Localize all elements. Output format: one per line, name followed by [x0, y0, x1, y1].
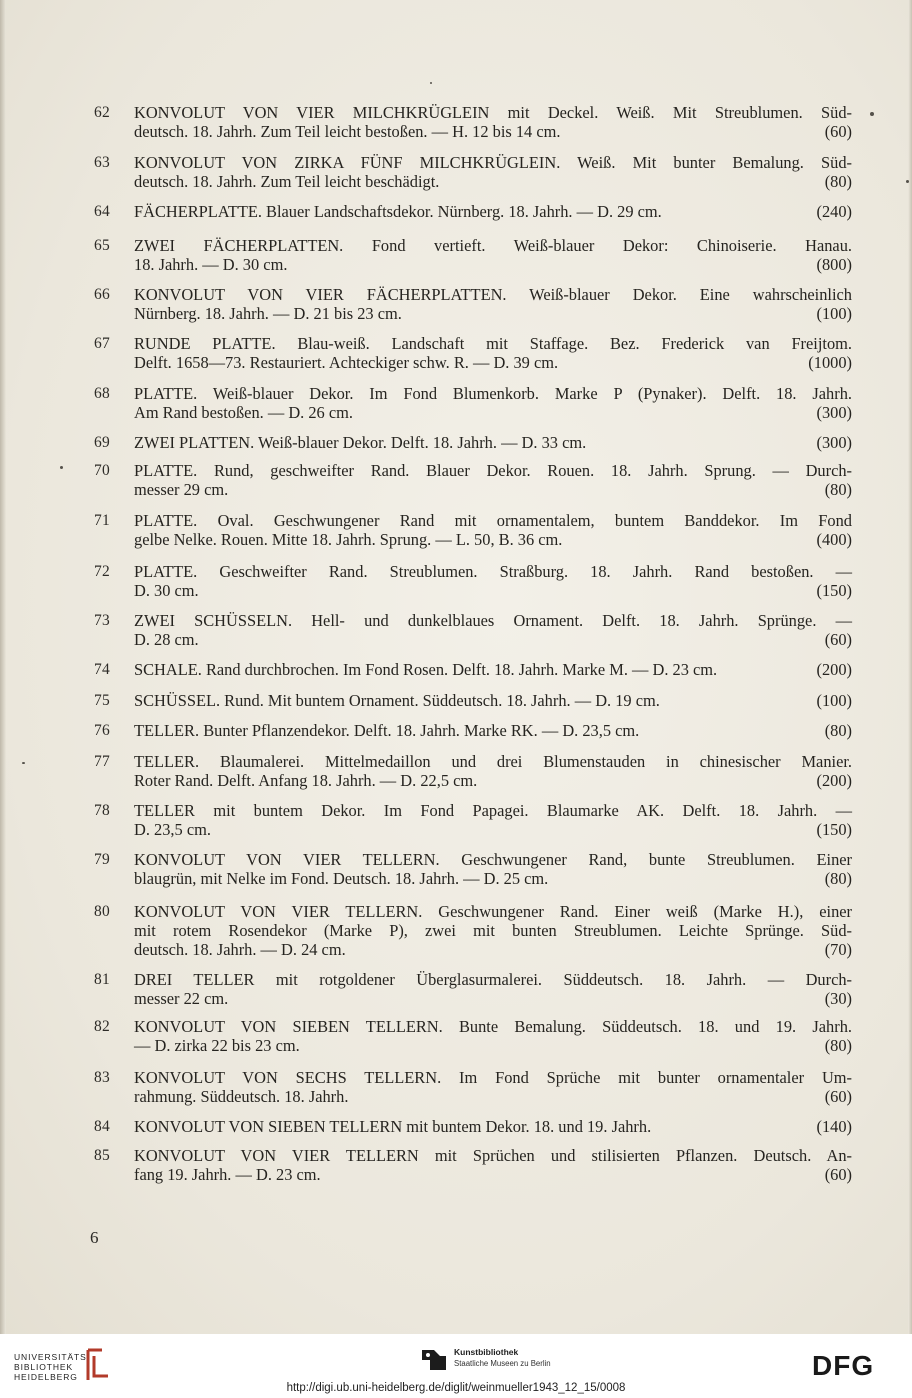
- description-line: KONVOLUT VON SIEBEN TELLERN. Bunte Bemalung. Süddeutsch. 18. und 19. Jahrh.: [134, 1017, 852, 1036]
- lot-estimate: (60): [824, 1087, 852, 1107]
- description-last-line: [134, 989, 852, 1008]
- description-line: PLATTE. Oval. Geschwungener Rand mit ornamentalem, buntem Banddekor. Im Fond: [134, 511, 852, 530]
- description-line: D. 23,5 cm.: [134, 820, 211, 840]
- description-line: 18. Jahrh. — D. 30 cm.: [134, 255, 288, 275]
- description-line: TELLER mit buntem Dekor. Im Fond Papagei. Blaumarke AK. Delft. 18. Jahrh. —: [134, 801, 852, 820]
- lot-number: 78: [94, 802, 111, 819]
- lot-number: 83: [94, 1069, 111, 1086]
- lot-estimate: (400): [816, 530, 852, 550]
- page-number: 6: [90, 1228, 99, 1247]
- lot-description: [134, 433, 852, 452]
- description-line: deutsch. 18. Jahrh. — D. 24 cm.: [134, 940, 346, 960]
- description-last-line: [134, 1117, 852, 1136]
- lot-description: [134, 1068, 852, 1106]
- ub-line: HEIDELBERG: [14, 1372, 78, 1382]
- lot-estimate: (80): [824, 172, 852, 192]
- description-last-line: [134, 433, 852, 452]
- lot-description: [134, 103, 852, 141]
- description-line: KONVOLUT VON VIER TELLERN mit Sprüchen und stilisierten Pflanzen. Deutsch. An-: [134, 1146, 852, 1165]
- description-line: D. 30 cm.: [134, 581, 199, 601]
- lot-description: [134, 1146, 852, 1184]
- lot-description: [134, 384, 852, 422]
- lot-number: 85: [94, 1147, 111, 1164]
- description-line: RUNDE PLATTE. Blau-weiß. Landschaft mit Staffage. Bez. Frederick van Freijtom.: [134, 334, 852, 353]
- lot-estimate: (100): [816, 691, 852, 710]
- lot-estimate: (140): [816, 1117, 852, 1136]
- description-line: D. 28 cm.: [134, 630, 199, 650]
- dust-speck: [60, 466, 63, 469]
- lot-estimate: (1000): [808, 353, 852, 373]
- lot-estimate: (200): [816, 660, 852, 679]
- page-edge-right: [908, 0, 912, 1334]
- description-line: rahmung. Süddeutsch. 18. Jahrh.: [134, 1087, 349, 1107]
- description-line: deutsch. 18. Jahrh. Zum Teil leicht bestoßen. — H. 12 bis 14 cm.: [134, 122, 561, 142]
- lot-estimate: (150): [816, 581, 852, 601]
- description-line: SCHALE. Rand durchbrochen. Im Fond Rosen. Delft. 18. Jahrh. Marke M. — D. 23 cm.: [134, 660, 718, 679]
- lot-description: [134, 202, 852, 221]
- description-last-line: [134, 480, 852, 499]
- lot-number: 71: [94, 512, 111, 529]
- ub-line: UNIVERSITÄTS-: [14, 1352, 91, 1362]
- kunstbibliothek-logo-icon: [420, 1346, 448, 1372]
- lot-description: [134, 1117, 852, 1136]
- lot-number: 68: [94, 385, 111, 402]
- description-last-line: [134, 1036, 852, 1055]
- lot-number: 67: [94, 335, 111, 352]
- description-last-line: [134, 255, 852, 274]
- description-line: deutsch. 18. Jahrh. Zum Teil leicht beschädigt.: [134, 172, 440, 192]
- dfg-logo: DFG: [812, 1350, 875, 1381]
- description-line: SCHÜSSEL. Rund. Mit buntem Ornament. Süddeutsch. 18. Jahrh. — D. 19 cm.: [134, 691, 660, 710]
- description-last-line: [134, 940, 852, 959]
- description-line: KONVOLUT VON VIER TELLERN. Geschwungener Rand. Einer weiß (Marke H.), einer: [134, 902, 852, 921]
- lot-description: [134, 153, 852, 191]
- description-line: KONVOLUT VON ZIRKA FÜNF MILCHKRÜGLEIN. Weiß. Mit bunter Bemalung. Süd-: [134, 153, 852, 172]
- description-line: Nürnberg. 18. Jahrh. — D. 21 bis 23 cm.: [134, 304, 402, 324]
- lot-description: [134, 721, 852, 740]
- lot-number: 69: [94, 434, 111, 451]
- lot-estimate: (100): [816, 304, 852, 324]
- lot-description: [134, 801, 852, 839]
- lot-estimate: (200): [816, 771, 852, 791]
- description-last-line: [134, 869, 852, 888]
- description-line: ZWEI PLATTEN. Weiß-blauer Dekor. Delft. 18. Jahrh. — D. 33 cm.: [134, 433, 587, 452]
- lot-description: [134, 236, 852, 274]
- description-line: messer 22 cm.: [134, 989, 229, 1009]
- lot-description: [134, 752, 852, 790]
- description-line: Delft. 1658—73. Restauriert. Achteckiger schw. R. — D. 39 cm.: [134, 353, 559, 373]
- description-last-line: [134, 202, 852, 221]
- page-edge-left: [0, 0, 6, 1334]
- lot-number: 65: [94, 237, 111, 254]
- description-last-line: [134, 660, 852, 679]
- description-line: — D. zirka 22 bis 23 cm.: [134, 1036, 300, 1056]
- lot-number: 80: [94, 903, 111, 920]
- description-line: ZWEI SCHÜSSELN. Hell- und dunkelblaues Ornament. Delft. 18. Jahrh. Sprünge. —: [134, 611, 852, 630]
- description-line: mit rotem Rosendekor (Marke P), zwei mit bunten Streublumen. Leichte Sprünge. Süd-: [134, 921, 852, 941]
- lot-number: 79: [94, 851, 111, 868]
- lot-number: 62: [94, 104, 111, 121]
- description-line: KONVOLUT VON VIER MILCHKRÜGLEIN mit Deckel. Weiß. Mit Streublumen. Süd-: [134, 103, 852, 122]
- description-last-line: [134, 771, 852, 790]
- lot-number: 82: [94, 1018, 111, 1035]
- lot-description: [134, 850, 852, 888]
- description-last-line: [134, 630, 852, 649]
- description-last-line: [134, 172, 852, 191]
- lot-estimate: (60): [824, 1165, 852, 1185]
- lot-number: 84: [94, 1118, 111, 1135]
- description-line: messer 29 cm.: [134, 480, 229, 500]
- description-line: PLATTE. Geschweifter Rand. Streublumen. Straßburg. 18. Jahrh. Rand bestoßen. —: [134, 562, 852, 581]
- lot-description: [134, 1017, 852, 1055]
- lot-estimate: (70): [824, 940, 852, 960]
- description-line: KONVOLUT VON VIER TELLERN. Geschwungener Rand, bunte Streublumen. Einer: [134, 850, 852, 869]
- source-url[interactable]: http://digi.ub.uni-heidelberg.de/diglit/weinmueller1943_12_15/0008: [286, 1382, 626, 1394]
- description-last-line: [134, 581, 852, 600]
- lot-number: 73: [94, 612, 111, 629]
- lot-estimate: (300): [816, 403, 852, 423]
- description-line: DREI TELLER mit rotgoldener Überglasurmalerei. Süddeutsch. 18. Jahrh. — Durch-: [134, 970, 852, 989]
- lot-estimate: (60): [824, 630, 852, 650]
- lot-number: 77: [94, 753, 111, 770]
- description-line: Roter Rand. Delft. Anfang 18. Jahrh. — D. 22,5 cm.: [134, 771, 478, 791]
- description-line: PLATTE. Rund, geschweifter Rand. Blauer Dekor. Rouen. 18. Jahrh. Sprung. — Durch-: [134, 461, 852, 480]
- lot-number: 74: [94, 661, 111, 678]
- lot-description: [134, 511, 852, 549]
- lot-estimate: (80): [824, 721, 852, 740]
- lot-number: 70: [94, 462, 111, 479]
- description-line: KONVOLUT VON VIER FÄCHERPLATTEN. Weiß-blauer Dekor. Eine wahrscheinlich: [134, 285, 852, 304]
- dust-speck: [22, 762, 25, 764]
- lot-estimate: (80): [824, 869, 852, 889]
- description-last-line: [134, 1165, 852, 1184]
- lot-description: [134, 691, 852, 710]
- lot-estimate: (80): [824, 1036, 852, 1056]
- lot-number: 75: [94, 692, 111, 709]
- description-last-line: [134, 403, 852, 422]
- lot-estimate: (800): [816, 255, 852, 275]
- description-last-line: [134, 304, 852, 323]
- lot-estimate: (30): [824, 989, 852, 1009]
- lot-estimate: (240): [816, 202, 852, 221]
- lot-estimate: (150): [816, 820, 852, 840]
- lot-description: [134, 970, 852, 1008]
- lot-description: [134, 334, 852, 372]
- description-line: PLATTE. Weiß-blauer Dekor. Im Fond Blumenkorb. Marke P (Pynaker). Delft. 18. Jahrh.: [134, 384, 852, 403]
- description-last-line: [134, 122, 852, 141]
- description-line: Am Rand bestoßen. — D. 26 cm.: [134, 403, 353, 423]
- dust-speck: [430, 82, 432, 84]
- lot-number: 63: [94, 154, 111, 171]
- ub-line: BIBLIOTHEK: [14, 1362, 74, 1372]
- lot-estimate: (300): [816, 433, 852, 452]
- digitization-footer: [0, 1334, 912, 1398]
- description-line: TELLER. Blaumalerei. Mittelmedaillon und drei Blumenstauden in chinesischer Manier.: [134, 752, 852, 771]
- description-last-line: [134, 530, 852, 549]
- lot-estimate: (80): [824, 480, 852, 500]
- ub-heidelberg-logo-icon: [84, 1346, 112, 1382]
- description-line: TELLER. Bunter Pflanzendekor. Delft. 18. Jahrh. Marke RK. — D. 23,5 cm.: [134, 721, 640, 740]
- lot-description: [134, 611, 852, 649]
- kunstbibliothek-title: Kunstbibliothek: [454, 1347, 519, 1357]
- dust-speck: [906, 180, 909, 183]
- description-last-line: [134, 1087, 852, 1106]
- description-line: gelbe Nelke. Rouen. Mitte 18. Jahrh. Sprung. — L. 50, B. 36 cm.: [134, 530, 563, 550]
- kunstbibliothek-subtitle: Staatliche Museen zu Berlin: [454, 1359, 551, 1368]
- description-last-line: [134, 353, 852, 372]
- lot-description: [134, 660, 852, 679]
- description-last-line: [134, 691, 852, 710]
- description-last-line: [134, 721, 852, 740]
- lot-number: 66: [94, 286, 111, 303]
- lot-description: [134, 461, 852, 499]
- description-line: ZWEI FÄCHERPLATTEN. Fond vertieft. Weiß-blauer Dekor: Chinoiserie. Hanau.: [134, 236, 852, 255]
- lot-description: [134, 902, 852, 960]
- lot-number: 64: [94, 203, 111, 220]
- lot-description: [134, 285, 852, 323]
- description-last-line: [134, 820, 852, 839]
- description-line: KONVOLUT VON SIEBEN TELLERN mit buntem Dekor. 18. und 19. Jahrh.: [134, 1117, 652, 1136]
- lot-number: 72: [94, 563, 111, 580]
- lot-description: [134, 562, 852, 600]
- dust-speck: [870, 112, 874, 116]
- description-line: blaugrün, mit Nelke im Fond. Deutsch. 18. Jahrh. — D. 25 cm.: [134, 869, 549, 889]
- description-line: FÄCHERPLATTE. Blauer Landschaftsdekor. Nürnberg. 18. Jahrh. — D. 29 cm.: [134, 202, 662, 221]
- lot-estimate: (60): [824, 122, 852, 142]
- lot-number: 81: [94, 971, 111, 988]
- description-line: KONVOLUT VON SECHS TELLERN. Im Fond Sprüche mit bunter ornamentaler Um-: [134, 1068, 852, 1087]
- lot-number: 76: [94, 722, 111, 739]
- ub-heidelberg-label: [14, 1352, 90, 1382]
- description-line: fang 19. Jahrh. — D. 23 cm.: [134, 1165, 321, 1185]
